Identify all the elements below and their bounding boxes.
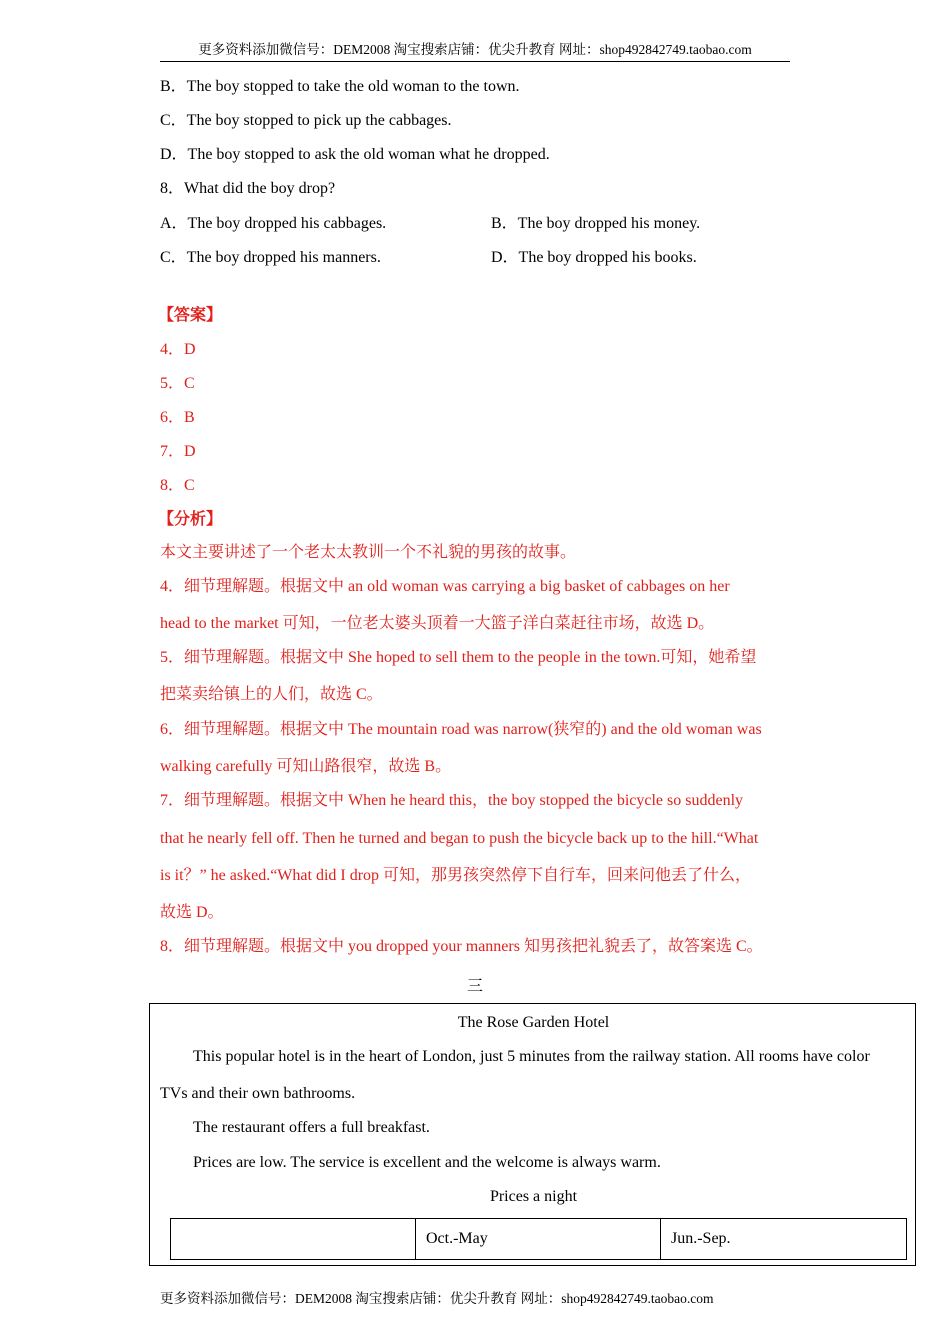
q8-option-c: C．The boy dropped his manners. — [160, 249, 381, 266]
table-header-cell — [171, 1219, 416, 1259]
table-header-cell: Oct.-May — [416, 1219, 661, 1259]
analysis-8-line1: 8．细节理解题。根据文中 you dropped your manners 知男孩把礼貌丢了，故答案选 C。 — [160, 938, 763, 955]
page-footer: 更多资料添加微信号：DEM2008 淘宝搜索店铺：优尖升教育 网址：shop492842749.taobao.com — [160, 1291, 714, 1306]
analysis-6-line2: walking carefully 可知山路很窄，故选 B。 — [160, 758, 452, 775]
table-header-cell: Jun.-Sep. — [671, 1230, 731, 1247]
hotel-title: The Rose Garden Hotel — [457, 1014, 610, 1031]
analysis-7-line2: that he nearly fell off. Then he turned and began to push the bicycle back up to the hill.“What — [160, 830, 759, 847]
analysis-intro: 本文主要讲述了一个老太太教训一个不礼貌的男孩的故事。 — [160, 544, 577, 561]
hotel-paragraph-3: Prices are low. The service is excellent and the welcome is always warm. — [193, 1154, 661, 1171]
page-header: 更多资料添加微信号：DEM2008 淘宝搜索店铺：优尖升教育 网址：shop492842749.taobao.com — [160, 38, 790, 62]
analysis-7-line3: is it？” he asked.“What did I drop 可知，那男孩突然停下自行车，回来问他丢了什么， — [160, 867, 752, 884]
prices-title: Prices a night — [489, 1188, 578, 1205]
answer-item: 4．D — [160, 341, 196, 358]
answer-item: 8．C — [160, 477, 195, 494]
q7-option-c: C．The boy stopped to pick up the cabbages. — [160, 112, 452, 129]
hotel-paragraph-1-line2: TVs and their own bathrooms. — [160, 1085, 356, 1102]
answer-item: 7．D — [160, 443, 196, 460]
hotel-paragraph-1-line1: This popular hotel is in the heart of London, just 5 minutes from the railway station. All rooms have color — [193, 1048, 870, 1065]
answer-item: 5．C — [160, 375, 195, 392]
q8-option-d: D．The boy dropped his books. — [491, 249, 697, 266]
analysis-heading: 【分析】 — [158, 511, 223, 528]
q7-option-b: B．The boy stopped to take the old woman to the town. — [160, 78, 520, 95]
analysis-4-line1: 4．细节理解题。根据文中 an old woman was carrying a big basket of cabbages on her — [160, 578, 730, 595]
hotel-paragraph-2: The restaurant offers a full breakfast. — [193, 1119, 430, 1136]
section-marker: 三 — [467, 978, 484, 995]
analysis-6-line1: 6．细节理解题。根据文中 The mountain road was narrow(狭窄的) and the old woman was — [160, 721, 762, 738]
q8-option-a: A．The boy dropped his cabbages. — [160, 215, 387, 232]
analysis-7-line4: 故选 D。 — [160, 904, 224, 921]
q7-option-d: D．The boy stopped to ask the old woman what he dropped. — [160, 146, 550, 163]
analysis-5-line2: 把菜卖给镇上的人们，故选 C。 — [160, 686, 383, 703]
q8-option-b: B．The boy dropped his money. — [491, 215, 701, 232]
prices-table — [170, 1218, 907, 1260]
analysis-7-line1: 7．细节理解题。根据文中 When he heard this，the boy stopped the bicycle so suddenly — [160, 792, 744, 809]
answer-heading: 【答案】 — [158, 307, 223, 324]
answer-item: 6．B — [160, 409, 195, 426]
analysis-4-line2: head to the market 可知，一位老太婆头顶着一大篮子洋白菜赶往市场，故选 D。 — [160, 615, 715, 632]
q8-question: 8．What did the boy drop? — [160, 180, 336, 197]
analysis-5-line1: 5．细节理解题。根据文中 She hoped to sell them to the people in the town.可知，她希望 — [160, 649, 757, 666]
